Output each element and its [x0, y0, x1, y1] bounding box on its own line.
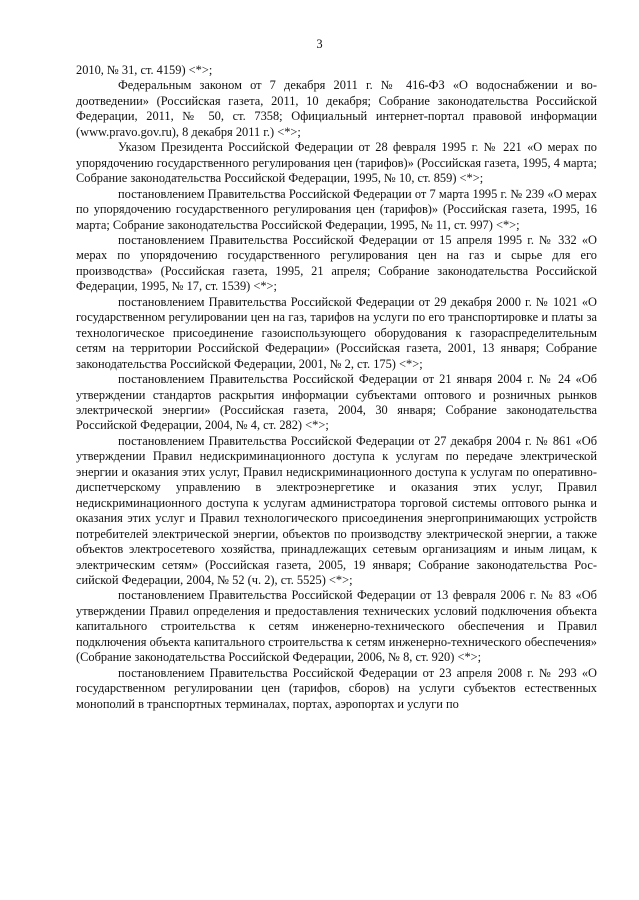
paragraph: Федеральным законом от 7 декабря 2011 г. № 416-ФЗ «О водоснабжении и водоотведении» (Российская газета, 2011, 10 декабря; Собрание законодательства Российской Федерации, 2011, № 50, ст. 7358; Официальный интернет-портал правовой информации (www.pravo.gov.ru), 8 декабря 2011 г.) <*>; — [76, 78, 597, 139]
paragraph: 2010, № 31, ст. 4159) <*>; — [76, 63, 213, 77]
paragraph: постановлением Правительства Российской Федерации от 27 декабря 2004 г. № 861 «Об утверждении Правил недискриминационного доступа к услугам по передаче электрической энергии и оказания этих услуг, Правил недискриминационного доступа к услугам по оперативно-диспетчерскому управлению в электроэнергетике и оказания этих услуг, Правил недискриминационного доступа к услугам администратора торговой системы оптового рынка и оказания этих услуг и Правил технологического присоединения энергопринимающих устройств потребителей электрической энергии, объектов по производству электрической энергии, а также объектов электросетевого хозяйства, принадлежащих сетевым организациям и иным лицам, к электрическим сетям» (Российская газета, 2005, 19 января; Собрание законодательства Российской Федерации, 2004, № 52 (ч. 2), ст. 5525) <*>; — [76, 433, 597, 587]
paragraph: постановлением Правительства Российской Федерации от 21 января 2004 г. № 24 «Об утверждении стандартов раскрытия информации субъектами оптового и розничных рынков электрической энергии» (Российская газета, 2004, 30 января; Собрание законодательства Российской Федерации, 2004, № 4, ст. 282) <*>; — [76, 372, 597, 433]
paragraph: постановлением Правительства Российской Федерации от 13 февраля 2006 г. № 83 «Об утверждении Правил определения и предоставления технических условий подключения объекта капитального строительства к сетям инженерно-технического обеспечения и Правил подключения объекта капитального строительства к сетям инженерно-технического обеспечения» (Собрание законодательства Российской Федерации, 2006, № 8, ст. 920) <*>; — [76, 588, 597, 665]
paragraph: Указом Президента Российской Федерации от 28 февраля 1995 г. № 221 «О мерах по упорядочению государственного регулирования цен (тарифов)» (Российская газета, 1995, 4 марта; Собрание законодательства Российской Федерации, 1995, № 10, ст. 859) <*>; — [76, 140, 597, 186]
paragraph: постановлением Правительства Российской Федерации от 15 апреля 1995 г. № 332 «О мерах по упорядочению государственного регулирования цен на газ и сырье для его производства» (Российская газета, 1995, 21 апреля; Собрание законодательства Российской Федерации, 1995, № 17, ст. 1539) <*>; — [76, 232, 597, 294]
page-number: 3 — [316, 37, 323, 51]
paragraph: постановлением Правительства Российской Федерации от 29 декабря 2000 г. № 1021 «О государственном регулировании цен на газ, тарифов на услуги по его транспортировке и платы за технологическое присоединение газоиспользующего оборудования к газораспределительным сетям на территории Российской Федерации» (Российская газета, 2001, 13 января; Собрание законодательства Российской Федерации, 2001, № 2, ст. 175) <*>; — [76, 294, 597, 371]
document-body — [76, 63, 597, 712]
paragraph: постановлением Правительства Российской Федерации от 7 марта 1995 г. № 239 «О мерах по упорядочению государственного регулирования цен (тарифов)» (Российская газета, 1995, 16 марта; Собрание законодательства Российской Федерации, 1995, № 11, ст. 997) <*>; — [76, 186, 597, 232]
paragraph: постановлением Правительства Российской Федерации от 23 апреля 2008 г. № 293 «О государственном регулировании цен (тарифов, сборов) на услуги субъектов естественных монополий в транспортных терминалах, портах, аэропортах и услуги по — [76, 665, 597, 711]
